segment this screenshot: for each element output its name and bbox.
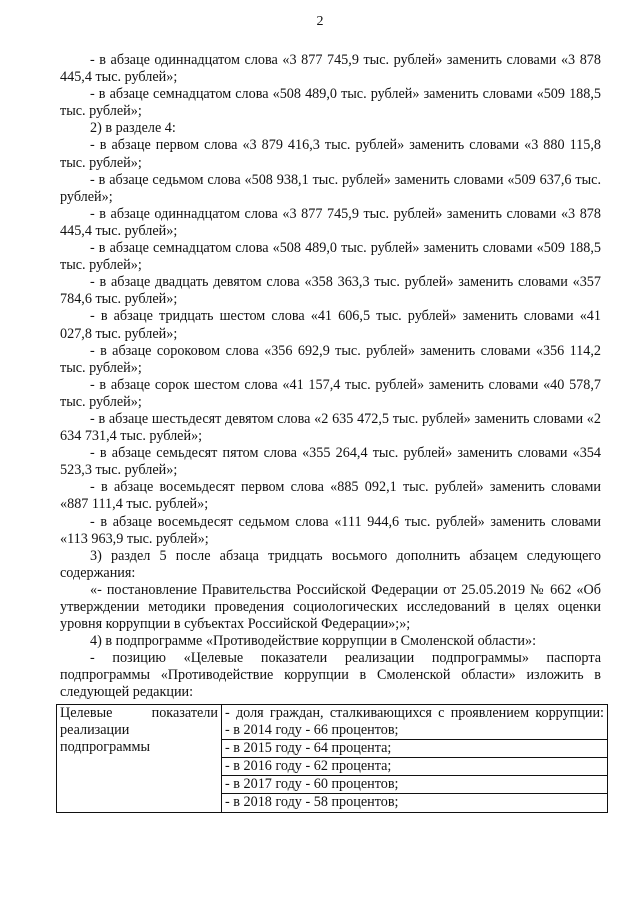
paragraph: - в абзаце шестьдесят девятом слова «2 635 472,5 тыс. рублей» заменить словами «2 634 731,4 тыс. рублей»; <box>60 410 601 445</box>
table-value-cell <box>222 705 608 813</box>
table-row <box>57 705 608 813</box>
paragraph: - в абзаце сороковом слова «356 692,9 тыс. рублей» заменить словами «356 114,2 тыс. рублей»; <box>60 342 601 376</box>
table-year-row: - в 2014 году - 66 процентов; <box>222 722 607 740</box>
paragraph: - в абзаце семнадцатом слова «508 489,0 тыс. рублей» заменить словами «509 188,5 тыс. рублей»; <box>60 240 601 274</box>
paragraph: 4) в подпрограмме «Противодействие коррупции в Смоленской области»: <box>90 633 537 650</box>
paragraph: - в абзаце двадцать девятом слова «358 363,3 тыс. рублей» заменить словами «357 784,6 тыс. рублей»; <box>60 274 601 308</box>
table-label: Целевые показатели реализации подпрограммы <box>60 705 218 756</box>
paragraph: - в абзаце сорок шестом слова «41 157,4 тыс. рублей» заменить словами «40 578,7 тыс. рублей»; <box>60 376 601 410</box>
table-year-row: - в 2017 году - 60 процентов; <box>222 776 607 794</box>
paragraph: - позицию «Целевые показатели реализации подпрограммы» паспорта подпрограммы «Противодействие коррупции в Смоленской области» изложить в следующей редакции: <box>60 650 601 701</box>
paragraph: 2) в разделе 4: <box>90 120 176 137</box>
paragraph: - в абзаце одиннадцатом слова «3 877 745,9 тыс. рублей» заменить словами «3 878 445,4 тыс. рублей»; <box>60 52 601 86</box>
paragraph: - в абзаце седьмом слова «508 938,1 тыс. рублей» заменить словами «509 637,6 тыс. рублей»; <box>60 171 601 205</box>
table-year-row: - в 2015 году - 64 процента; <box>222 740 607 758</box>
paragraph: - в абзаце восемьдесят седьмом слова «111 944,6 тыс. рублей» заменить словами «113 963,9 тыс. рублей»; <box>60 513 601 547</box>
table-year-row: - в 2018 году - 58 процентов; <box>225 794 399 811</box>
table-year-row: - в 2016 году - 62 процента; <box>222 758 607 776</box>
table-intro: - доля граждан, сталкивающихся с проявлением коррупции: <box>225 705 604 721</box>
paragraph: - в абзаце одиннадцатом слова «3 877 745,9 тыс. рублей» заменить словами «3 878 445,4 тыс. рублей»; <box>60 205 601 239</box>
document-body <box>60 52 601 702</box>
paragraph: - в абзаце семьдесят пятом слова «355 264,4 тыс. рублей» заменить словами «354 523,3 тыс. рублей»; <box>60 445 601 479</box>
target-indicators-table <box>56 704 608 813</box>
paragraph: - в абзаце семнадцатом слова «508 489,0 тыс. рублей» заменить словами «509 188,5 тыс. рублей»; <box>60 86 601 120</box>
paragraph: - в абзаце тридцать шестом слова «41 606,5 тыс. рублей» заменить словами «41 027,8 тыс. рублей»; <box>60 308 601 342</box>
paragraph: «- постановление Правительства Российской Федерации от 25.05.2019 № 662 «Об утверждении методики проведения социологических исследований в целях оценки уровня коррупции в субъектах Российской Федерации»;»; <box>60 581 601 633</box>
page-number: 2 <box>316 14 324 29</box>
paragraph: - в абзаце первом слова «3 879 416,3 тыс. рублей» заменить словами «3 880 115,8 тыс. рублей»; <box>60 137 601 171</box>
table-label-cell <box>57 705 222 813</box>
paragraph: 3) раздел 5 после абзаца тридцать восьмого дополнить абзацем следующего содержания: <box>60 547 601 581</box>
paragraph: - в абзаце восемьдесят первом слова «885 092,1 тыс. рублей» заменить словами «887 111,4 тыс. рублей»; <box>60 479 601 513</box>
